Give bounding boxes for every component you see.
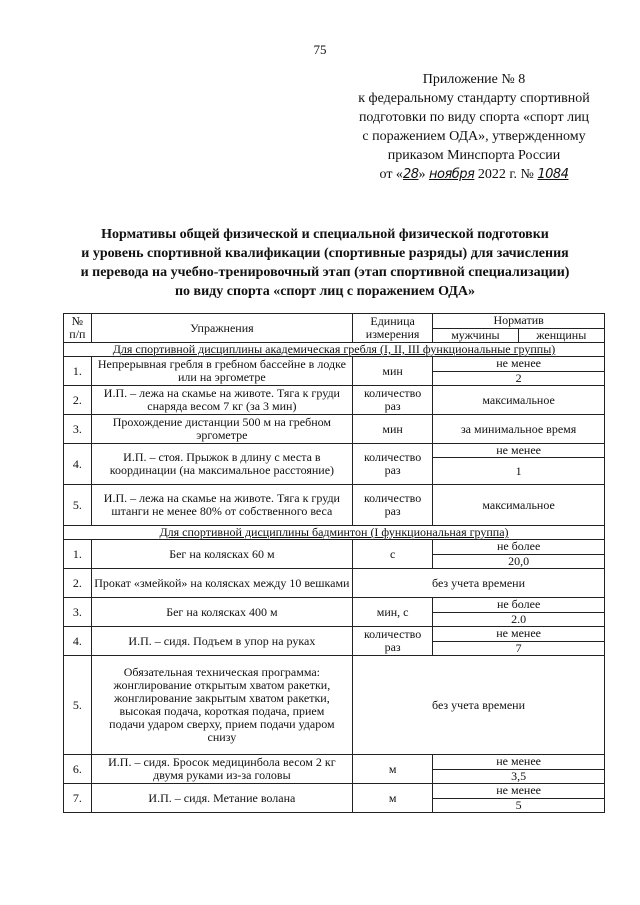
row-value: 2 <box>433 371 605 386</box>
title-line: и уровень спортивной квалификации (спортивные разряды) для зачисления <box>81 246 569 261</box>
row-value: 5 <box>433 798 605 813</box>
row-num: 1. <box>64 357 92 386</box>
row-value: за минимальное время <box>433 415 605 444</box>
handwritten-day: 28 <box>402 167 419 182</box>
row-exercise: Бег на колясках 400 м <box>91 598 352 627</box>
page-number: 75 <box>313 42 327 57</box>
title-line: и перевода на учебно-тренировочный этап (этап спортивной специализации) <box>80 265 570 280</box>
row-num: 2. <box>64 569 92 598</box>
table-row <box>64 485 605 526</box>
table-row <box>64 784 605 799</box>
date-prefix: от « <box>379 167 403 182</box>
row-condition: не менее <box>433 627 605 642</box>
row-num: 3. <box>64 415 92 444</box>
header-exercise: Упражнения <box>91 314 352 343</box>
appendix-line: с поражением ОДА», утвержденному <box>362 129 586 144</box>
row-exercise: Непрерывная гребля в гребном бассейне в лодке или на эргометре <box>91 357 352 386</box>
title-line: Нормативы общей физической и специальной физической подготовки <box>101 227 549 242</box>
section-title: Для спортивной дисциплины бадминтон (I функциональная группа) <box>64 526 605 540</box>
appendix-line: Приложение № 8 <box>422 72 526 87</box>
row-num: 7. <box>64 784 92 813</box>
table-row <box>64 415 605 444</box>
row-unit: количество раз <box>353 386 433 415</box>
row-num: 2. <box>64 386 92 415</box>
row-value: без учета времени <box>353 656 605 755</box>
row-exercise: Прокат «змейкой» на колясках между 10 вешками <box>91 569 352 598</box>
row-unit: с <box>353 540 433 569</box>
row-value: 1 <box>433 458 605 485</box>
appendix-line: к федеральному стандарту спортивной <box>358 91 590 106</box>
row-num: 4. <box>64 444 92 485</box>
table-row <box>64 598 605 613</box>
row-condition: не более <box>433 540 605 555</box>
row-num: 3. <box>64 598 92 627</box>
order-date-line <box>344 165 604 184</box>
appendix-line: приказом Минспорта России <box>387 148 561 163</box>
row-num: 4. <box>64 627 92 656</box>
row-condition: не менее <box>433 784 605 799</box>
row-num: 5. <box>64 485 92 526</box>
table-row <box>64 444 605 458</box>
table-row <box>64 656 605 755</box>
norms-table <box>63 313 605 813</box>
header-female: женщины <box>518 328 604 343</box>
handwritten-month: ноября <box>428 167 475 182</box>
row-condition: не менее <box>433 755 605 770</box>
row-value: 3,5 <box>433 769 605 784</box>
row-exercise: И.П. – сидя. Метание волана <box>91 784 352 813</box>
row-num: 1. <box>64 540 92 569</box>
row-exercise: И.П. – лежа на скамье на животе. Тяга к груди снаряда весом 7 кг (за 3 мин) <box>91 386 352 415</box>
row-exercise: Бег на колясках 60 м <box>91 540 352 569</box>
date-year: 2022 г. № <box>474 167 538 182</box>
row-exercise: И.П. – стоя. Прыжок в длину с места в координации (на максимальное расстояние) <box>91 444 352 485</box>
table-row <box>64 627 605 642</box>
row-exercise: Прохождение дистанции 500 м на гребном эргометре <box>91 415 352 444</box>
header-male: мужчины <box>433 328 518 343</box>
row-value: 7 <box>433 641 605 656</box>
row-unit: мин, с <box>353 598 433 627</box>
header-num: № п/п <box>64 314 92 343</box>
date-mid: » <box>418 167 429 182</box>
row-unit: м <box>353 755 433 784</box>
row-unit: количество раз <box>353 627 433 656</box>
document-title <box>40 225 610 301</box>
appendix-block <box>344 70 604 184</box>
table-row <box>64 386 605 415</box>
row-condition: не менее <box>433 357 605 372</box>
appendix-line: подготовки по виду спорта «спорт лиц <box>358 110 590 125</box>
row-unit: количество раз <box>353 485 433 526</box>
row-unit: м <box>353 784 433 813</box>
row-condition: не менее <box>433 444 605 458</box>
row-value: максимальное <box>433 386 605 415</box>
handwritten-order-number: 1084 <box>537 167 569 182</box>
row-unit: мин <box>353 415 433 444</box>
row-value: максимальное <box>433 485 605 526</box>
row-value: 2.0 <box>433 612 605 627</box>
title-line: по виду спорта «спорт лиц с поражением ОДА» <box>174 284 475 299</box>
header-unit: Единица измерения <box>353 314 433 343</box>
table-row <box>64 357 605 372</box>
row-value: 20,0 <box>433 554 605 569</box>
header-norm: Норматив <box>433 314 605 329</box>
row-num: 6. <box>64 755 92 784</box>
row-exercise: И.П. – сидя. Бросок медицинбола весом 2 кг двумя руками из-за головы <box>91 755 352 784</box>
row-unit: количество раз <box>353 444 433 485</box>
row-num: 5. <box>64 656 92 755</box>
table-row <box>64 755 605 770</box>
section-title: Для спортивной дисциплины академическая гребля (I, II, III функциональные группы) <box>64 343 605 357</box>
row-value: без учета времени <box>353 569 605 598</box>
row-condition: не более <box>433 598 605 613</box>
table-row <box>64 569 605 598</box>
row-exercise: И.П. – сидя. Подъем в упор на руках <box>91 627 352 656</box>
row-exercise: Обязательная техническая программа: жонглирование открытым хватом ракетки, жонглирование закрытым хватом ракетки, высокая подача, короткая подача, прием подачи ударом сверху, прием подачи ударом снизу <box>91 656 352 755</box>
table-row <box>64 540 605 555</box>
row-unit: мин <box>353 357 433 386</box>
row-exercise: И.П. – лежа на скамье на животе. Тяга к груди штанги не менее 80% от собственного веса <box>91 485 352 526</box>
